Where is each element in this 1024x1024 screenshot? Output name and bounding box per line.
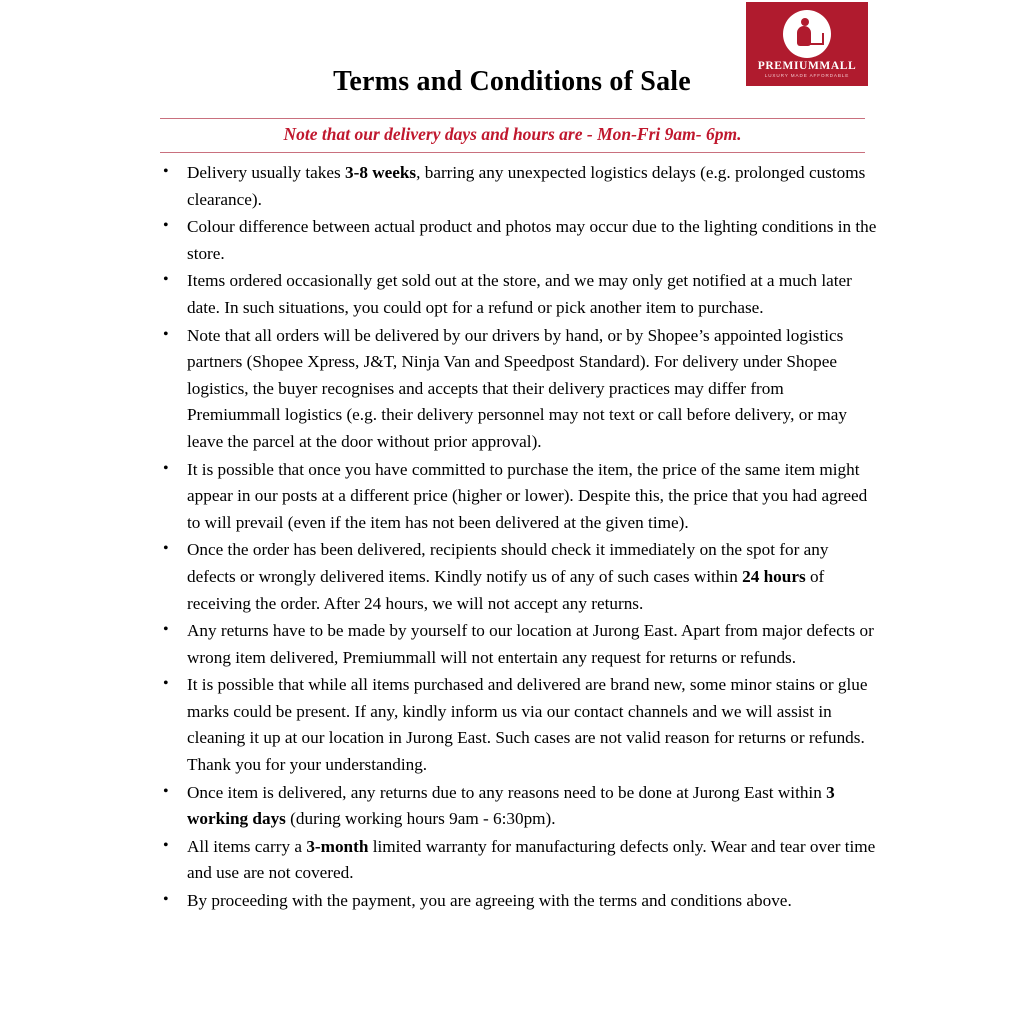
list-item	[150, 323, 880, 456]
list-item	[150, 888, 880, 915]
list-item	[150, 537, 880, 617]
terms-content	[150, 160, 880, 916]
term-text: By proceeding with the payment, you are agreeing with the terms and conditions above.	[187, 891, 792, 911]
term-text: Once item is delivered, any returns due to any reasons need to be done at Jurong East within	[187, 782, 827, 802]
list-item	[150, 834, 880, 887]
divider-top	[160, 118, 865, 119]
page-title: Terms and Conditions of Sale	[333, 66, 691, 97]
term-emphasis: 3-month	[306, 836, 369, 856]
list-item	[150, 780, 880, 833]
term-text: Note that all orders will be delivered by our drivers by hand, or by Shopee’s appointed logistics partners (Shopee Xpress, J&T, Ninja Van and Speedpost Standard). For delivery under Shopee logistics, the buyer recognises and accepts that their delivery practices may differ from Premiummall logistics (e.g. their delivery personnel may not text or call before delivery, or may leave the parcel at the door without prior approval).	[187, 325, 847, 451]
list-item	[150, 457, 880, 537]
term-text: All items carry a	[187, 836, 307, 856]
term-emphasis: 3 working days	[187, 782, 835, 829]
terms-list	[150, 160, 880, 915]
term-emphasis: 24 hours	[742, 566, 806, 586]
term-text: (during working hours 9am - 6:30pm).	[285, 809, 556, 829]
divider-bottom	[160, 152, 865, 153]
delivery-hours-notice: Note that our delivery days and hours are - Mon-Fri 9am- 6pm.	[283, 124, 742, 144]
term-text: Colour difference between actual product and photos may occur due to the lighting conditions in the store.	[187, 217, 877, 263]
shopper-with-cart-icon	[783, 10, 831, 58]
list-item	[150, 160, 880, 213]
list-item	[150, 268, 880, 321]
term-emphasis: 3-8 weeks	[345, 163, 417, 182]
term-text: Any returns have to be made by yourself to our location at Jurong East. Apart from major defects or wrong item delivered, Premiummall will not entertain any request for returns or refunds.	[187, 621, 874, 667]
term-text: Items ordered occasionally get sold out at the store, and we may only get notified at a much later date. In such situations, you could opt for a refund or pick another item to purchase.	[187, 271, 852, 317]
term-text: limited warranty for manufacturing defects only. Wear and tear over time and use are not covered.	[187, 836, 876, 883]
term-text: , barring any unexpected logistics delays (e.g. prolonged customs clearance).	[187, 163, 866, 209]
list-item	[150, 214, 880, 267]
term-text: It is possible that while all items purchased and delivered are brand new, some minor stains or glue marks could be present. If any, kindly inform us via our contact channels and we will assist in cleaning it up at our location in Jurong East. Such cases are not valid reason for returns or refunds. Thank you for your understanding.	[187, 675, 868, 775]
term-text: Delivery usually takes	[187, 163, 345, 182]
logo-brand-name: PREMIUMMALL	[757, 59, 857, 72]
term-text: Once the order has been delivered, recipients should check it immediately on the spot for any defects or wrongly delivered items. Kindly notify us of any of such cases within	[187, 540, 829, 586]
list-item	[150, 672, 880, 778]
logo-tagline: LUXURY MADE AFFORDABLE	[764, 73, 850, 79]
shopper-figure-icon	[792, 17, 822, 51]
list-item	[150, 618, 880, 671]
term-text: of receiving the order. After 24 hours, we will not accept any returns.	[187, 566, 825, 613]
term-text: It is possible that once you have committed to purchase the item, the price of the same item might appear in our posts at a different price (higher or lower). Despite this, the price that you had agreed to will prevail (even if the item has not been delivered at the given time).	[187, 459, 868, 532]
